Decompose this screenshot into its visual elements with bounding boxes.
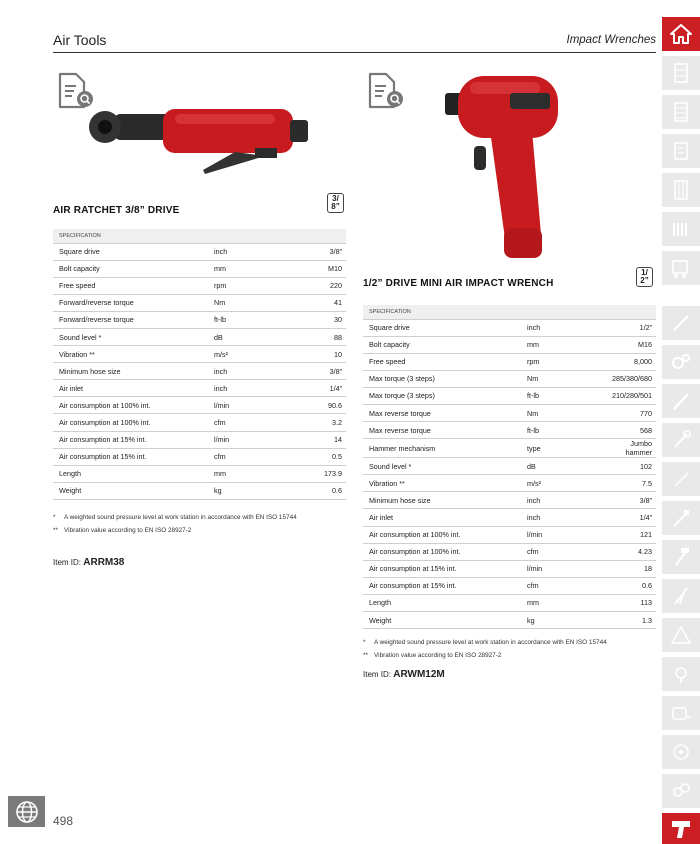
footnote-vibration: Vibration value according to EN ISO 28927-2	[64, 527, 192, 534]
home-icon	[669, 23, 693, 45]
spec-name: Air consumption at 15% int.	[363, 560, 527, 577]
tab-category-9[interactable]	[662, 384, 700, 418]
table-row	[53, 482, 346, 499]
table-row	[53, 311, 346, 328]
spec-unit: inch	[214, 363, 294, 380]
spec-name: Air consumption at 100% int.	[363, 526, 527, 543]
table-row	[53, 363, 346, 380]
spec-unit: ft-lb	[527, 422, 597, 439]
spec-name: Sound level *	[363, 458, 527, 475]
spec-unit: ft-lb	[214, 311, 294, 328]
spec-name: Max reverse torque	[363, 404, 527, 421]
socket-set-icon	[670, 218, 692, 240]
table-row	[363, 387, 656, 404]
torque-wrench-icon	[670, 507, 692, 529]
spec-value: 14	[294, 431, 346, 448]
spec-value: 285/380/680	[597, 370, 656, 387]
spec-value: 220	[294, 277, 346, 294]
spec-value: 10	[294, 346, 346, 363]
spec-name: Forward/reverse torque	[53, 311, 214, 328]
spec-name: Length	[53, 465, 214, 482]
spec-unit: l/min	[214, 431, 294, 448]
spec-value: 30	[294, 311, 346, 328]
tab-category-14[interactable]	[662, 579, 700, 613]
tab-category-11[interactable]	[662, 462, 700, 496]
badge-top: 3/	[332, 194, 339, 203]
spec-name: Square drive	[363, 319, 527, 336]
item-id-ratchet	[53, 557, 124, 568]
table-row	[363, 353, 656, 370]
spec-name: Air consumption at 100% int.	[363, 543, 527, 560]
table-row	[363, 526, 656, 543]
tab-air-tools[interactable]	[662, 813, 700, 844]
spec-value: 18	[597, 560, 656, 577]
table-row	[53, 277, 346, 294]
tab-category-19[interactable]	[662, 774, 700, 808]
spec-unit: dB	[214, 328, 294, 345]
table-row	[363, 509, 656, 526]
spec-unit: l/min	[214, 397, 294, 414]
spec-name: Weight	[53, 482, 214, 499]
impact-wrench-image	[440, 68, 565, 263]
spec-unit: kg	[527, 612, 597, 629]
table-row	[363, 404, 656, 421]
spec-value: 8,000	[597, 353, 656, 370]
spec-value: 568	[597, 422, 656, 439]
spec-name: Air inlet	[363, 509, 527, 526]
spec-value: 173.9	[294, 465, 346, 482]
table-row	[363, 543, 656, 560]
spec-unit: Nm	[214, 294, 294, 311]
tab-category-15[interactable]	[662, 618, 700, 652]
spec-name: Max torque (3 steps)	[363, 370, 527, 387]
spec-unit: inch	[214, 380, 294, 397]
spec-name: Air consumption at 15% int.	[53, 431, 214, 448]
screwdriver-icon	[670, 312, 692, 334]
footnotes-ratchet	[53, 511, 297, 537]
parts-icon	[670, 780, 692, 802]
tab-category-8[interactable]	[662, 345, 700, 379]
light-icon	[670, 663, 692, 685]
table-row	[53, 294, 346, 311]
table-row	[363, 422, 656, 439]
spec-name: Air inlet	[53, 380, 214, 397]
table-row	[53, 243, 346, 260]
item-id-impact-wrench	[363, 669, 445, 680]
warning-icon	[670, 624, 692, 646]
table-row	[363, 577, 656, 594]
spec-name: Max reverse torque	[363, 422, 527, 439]
tab-category-3[interactable]	[662, 134, 700, 168]
cabinet-icon	[672, 101, 690, 123]
page-header	[53, 32, 656, 53]
spec-unit: Nm	[527, 404, 597, 421]
spec-value: 0.6	[597, 577, 656, 594]
drive-size-badge-ratchet	[327, 193, 344, 213]
wrench-icon	[670, 390, 692, 412]
item-id-value: ARRM38	[83, 557, 125, 568]
spec-name: Vibration **	[53, 346, 214, 363]
spec-unit: type	[527, 439, 597, 458]
tab-category-17[interactable]	[662, 696, 700, 730]
tab-category-13[interactable]	[662, 540, 700, 574]
spec-table-ratchet	[53, 229, 346, 500]
spec-value: 4.23	[597, 543, 656, 560]
table-row	[53, 448, 346, 465]
language-button[interactable]	[8, 796, 45, 827]
spec-unit: inch	[527, 492, 597, 509]
item-id-label: Item ID:	[53, 558, 82, 567]
tab-category-2[interactable]	[662, 95, 700, 129]
badge-bottom: 2”	[640, 276, 649, 285]
air-tool-icon	[670, 818, 692, 842]
tab-category-6[interactable]	[662, 251, 700, 285]
spec-name: Hammer mechanism	[363, 439, 527, 458]
spec-value: 3/8”	[294, 363, 346, 380]
table-row	[53, 260, 346, 277]
spec-value: M16	[597, 336, 656, 353]
spec-value: 88	[294, 328, 346, 345]
spec-unit: mm	[214, 465, 294, 482]
spec-name: Bolt capacity	[53, 260, 214, 277]
footnote-mark: **	[53, 527, 58, 534]
section-title: Impact Wrenches	[566, 34, 656, 46]
tab-category-10[interactable]	[662, 423, 700, 457]
footnote-mark: **	[363, 652, 368, 659]
spec-unit: mm	[527, 336, 597, 353]
spec-unit: m/s²	[527, 475, 597, 492]
tab-category-5[interactable]	[662, 212, 700, 246]
abrasive-disc-icon	[670, 741, 692, 763]
spec-value: Jumbo hammer	[597, 439, 656, 458]
spec-name: Sound level *	[53, 328, 214, 345]
spec-value: 7.5	[597, 475, 656, 492]
spec-name: Air consumption at 100% int.	[53, 397, 214, 414]
spec-name: Weight	[363, 612, 527, 629]
spec-header: SPECIFICATION	[53, 229, 346, 243]
footnote-mark: *	[363, 639, 366, 646]
table-row	[363, 475, 656, 492]
footnote-sound: A weighted sound pressure level at work station in accordance with EN ISO 15744	[374, 639, 607, 646]
pliers-icon	[670, 585, 692, 607]
table-row	[363, 492, 656, 509]
table-row	[363, 319, 656, 336]
spec-unit: cfm	[214, 414, 294, 431]
spec-value: 1/4”	[597, 509, 656, 526]
table-row	[363, 439, 656, 458]
spec-unit: m/s²	[214, 346, 294, 363]
table-row	[363, 336, 656, 353]
item-id-value: ARWM12M	[393, 669, 445, 680]
table-row	[363, 560, 656, 577]
rack-icon	[672, 179, 690, 201]
spec-unit: Nm	[527, 370, 597, 387]
tab-category-18[interactable]	[662, 735, 700, 769]
table-row	[53, 346, 346, 363]
drawer-icon	[672, 140, 690, 162]
table-row	[53, 397, 346, 414]
home-tab[interactable]	[662, 17, 700, 51]
spec-unit: ft-lb	[527, 387, 597, 404]
tab-category-7[interactable]	[662, 306, 700, 340]
table-row	[363, 458, 656, 475]
spec-unit: cfm	[214, 448, 294, 465]
extension-bar-icon	[670, 468, 692, 490]
gears-icon	[670, 351, 692, 373]
spec-name: Forward/reverse torque	[53, 294, 214, 311]
footnotes-impact-wrench	[363, 636, 607, 662]
spec-value: 90.6	[294, 397, 346, 414]
document-search-icon[interactable]	[366, 71, 406, 111]
spec-value: 3/8”	[597, 492, 656, 509]
spec-unit: kg	[214, 482, 294, 499]
spec-value: 1/2”	[597, 319, 656, 336]
spec-value: 1/4”	[294, 380, 346, 397]
air-ratchet-image	[85, 100, 315, 180]
trolley-icon	[670, 257, 692, 279]
spec-name: Air consumption at 15% int.	[363, 577, 527, 594]
spec-unit: dB	[527, 458, 597, 475]
table-row	[53, 328, 346, 345]
spec-name: Square drive	[53, 243, 214, 260]
product-title-impact-wrench: 1/2” DRIVE MINI AIR IMPACT WRENCH	[363, 278, 554, 289]
spec-unit: cfm	[527, 543, 597, 560]
page-title: Air Tools	[53, 32, 107, 48]
spec-value: 121	[597, 526, 656, 543]
table-row	[53, 414, 346, 431]
spec-unit: mm	[527, 594, 597, 611]
spec-value: 3.2	[294, 414, 346, 431]
spec-name: Free speed	[363, 353, 527, 370]
product-title-ratchet: AIR RATCHET 3/8” DRIVE	[53, 205, 180, 216]
tab-category-1[interactable]	[662, 56, 700, 90]
spec-value: 3/8”	[294, 243, 346, 260]
spec-header: SPECIFICATION	[363, 305, 656, 319]
footnote-mark: *	[53, 514, 56, 521]
spec-value: 770	[597, 404, 656, 421]
table-row	[53, 380, 346, 397]
item-id-label: Item ID:	[363, 670, 392, 679]
spec-name: Max torque (3 steps)	[363, 387, 527, 404]
spec-name: Free speed	[53, 277, 214, 294]
spec-name: Bolt capacity	[363, 336, 527, 353]
spec-name: Air consumption at 100% int.	[53, 414, 214, 431]
spec-unit: l/min	[527, 526, 597, 543]
table-row	[53, 431, 346, 448]
spec-unit: rpm	[527, 353, 597, 370]
tab-category-4[interactable]	[662, 173, 700, 207]
measuring-tape-icon	[670, 702, 692, 724]
spec-value: 41	[294, 294, 346, 311]
spec-unit: cfm	[527, 577, 597, 594]
table-row	[53, 465, 346, 482]
spec-name: Minimum hose size	[363, 492, 527, 509]
spec-value: M10	[294, 260, 346, 277]
page-number: 498	[53, 814, 74, 828]
drive-size-badge-impact-wrench	[636, 267, 653, 287]
spec-unit: inch	[527, 319, 597, 336]
spec-value: 113	[597, 594, 656, 611]
table-row	[363, 594, 656, 611]
toolbox-icon	[672, 62, 690, 84]
badge-top: 1/	[641, 268, 648, 277]
spec-name: Minimum hose size	[53, 363, 214, 380]
tab-category-12[interactable]	[662, 501, 700, 535]
footnote-sound: A weighted sound pressure level at work station in accordance with EN ISO 15744	[64, 514, 297, 521]
spec-value: 1.3	[597, 612, 656, 629]
table-row	[363, 370, 656, 387]
table-row	[363, 612, 656, 629]
spec-value: 0.6	[294, 482, 346, 499]
spec-unit: inch	[214, 243, 294, 260]
spec-name: Air consumption at 15% int.	[53, 448, 214, 465]
tab-category-16[interactable]	[662, 657, 700, 691]
badge-bottom: 8”	[331, 202, 340, 211]
spec-unit: mm	[214, 260, 294, 277]
spec-unit: l/min	[527, 560, 597, 577]
footnote-vibration: Vibration value according to EN ISO 28927-2	[374, 652, 502, 659]
spec-table-impact-wrench	[363, 305, 656, 629]
spanner-icon	[670, 429, 692, 451]
spec-unit: inch	[527, 509, 597, 526]
spec-name: Vibration **	[363, 475, 527, 492]
spec-value: 0.5	[294, 448, 346, 465]
spec-name: Length	[363, 594, 527, 611]
hammer-icon	[670, 546, 692, 568]
spec-value: 102	[597, 458, 656, 475]
globe-icon	[15, 800, 39, 824]
spec-unit: rpm	[214, 277, 294, 294]
spec-value: 210/280/501	[597, 387, 656, 404]
